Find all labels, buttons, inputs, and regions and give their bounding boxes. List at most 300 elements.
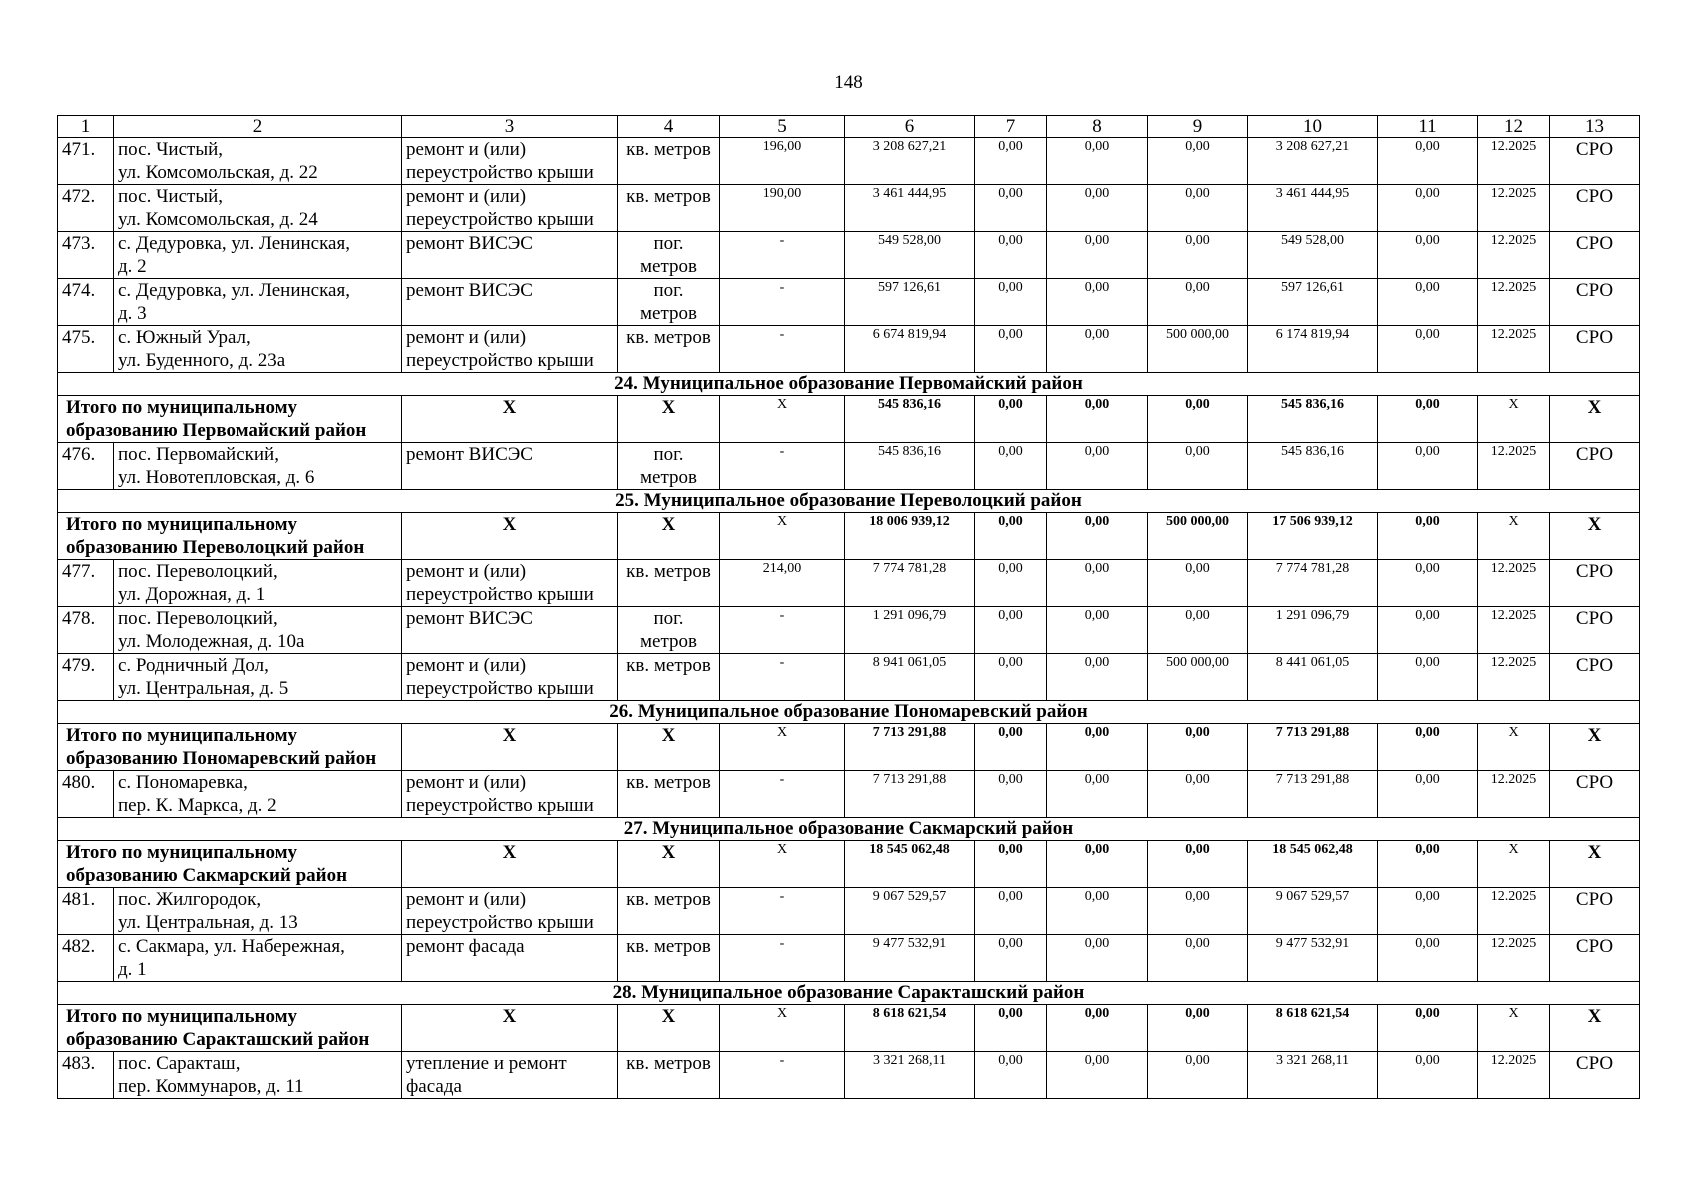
address-cell — [114, 935, 402, 982]
cell-col-5: 214,00 — [720, 560, 845, 607]
address-cell — [114, 185, 402, 232]
row-number: 476. — [58, 443, 114, 490]
cell-col-11: 0,00 — [1378, 888, 1478, 935]
cell-col-8: 0,00 — [1047, 724, 1148, 771]
cell-col-7: 0,00 — [975, 724, 1047, 771]
column-number-cell: 13 — [1550, 116, 1640, 138]
subtotal-label — [58, 513, 402, 560]
cell-col-7: 0,00 — [975, 888, 1047, 935]
address-line: пос. Чистый, — [118, 186, 224, 207]
subtotal-label-line: Итого по муниципальному — [66, 397, 298, 418]
column-number-cell: 4 — [618, 116, 720, 138]
address-cell — [114, 138, 402, 185]
cell-col-9: 0,00 — [1148, 185, 1248, 232]
table-row — [58, 279, 1640, 326]
unit-cell — [618, 1052, 720, 1099]
cell-col-9: 0,00 — [1148, 888, 1248, 935]
cell-col-6: 3 208 627,21 — [845, 138, 975, 185]
address-line: пос. Саракташ, — [118, 1053, 241, 1074]
cell-col-10: 18 545 062,48 — [1248, 841, 1378, 888]
cell-col-5: X — [720, 1005, 845, 1052]
unit-line: кв. метров — [626, 186, 711, 207]
cell-col-7: 0,00 — [975, 279, 1047, 326]
work-type-cell — [402, 560, 618, 607]
work-type-line: ремонт ВИСЭС — [406, 280, 533, 301]
table-row — [58, 232, 1640, 279]
subtotal-label-line: Итого по муниципальному — [66, 1006, 298, 1027]
column-number-cell: 10 — [1248, 116, 1378, 138]
section-heading-row — [58, 373, 1640, 396]
cell-col-6: 7 713 291,88 — [845, 724, 975, 771]
table-row — [58, 185, 1640, 232]
subtotal-label-line: образованию Первомайский район — [66, 420, 367, 441]
cell-col-9: 0,00 — [1148, 138, 1248, 185]
contractor-cell: СРО — [1550, 935, 1640, 982]
cell-col-5: 190,00 — [720, 185, 845, 232]
contractor-cell: СРО — [1550, 607, 1640, 654]
work-type-cell — [402, 888, 618, 935]
cell-col-9: 500 000,00 — [1148, 326, 1248, 373]
cell-col-6: 7 713 291,88 — [845, 771, 975, 818]
subtotal-label-line: образованию Переволоцкий район — [66, 537, 365, 558]
unit-cell — [618, 185, 720, 232]
cell-col-8: 0,00 — [1047, 443, 1148, 490]
cell-col-3: X — [402, 396, 618, 443]
cell-col-11: 0,00 — [1378, 396, 1478, 443]
cell-col-12: 12.2025 — [1478, 279, 1550, 326]
section-title: 27. Муниципальное образование Сакмарский район — [58, 818, 1640, 841]
work-type-line: ремонт и (или) — [406, 186, 527, 207]
cell-col-5: X — [720, 724, 845, 771]
cell-col-11: 0,00 — [1378, 279, 1478, 326]
contractor-cell: СРО — [1550, 279, 1640, 326]
cell-col-7: 0,00 — [975, 326, 1047, 373]
address-line: с. Родничный Дол, — [118, 655, 269, 676]
cell-col-11: 0,00 — [1378, 771, 1478, 818]
table-row — [58, 138, 1640, 185]
unit-cell — [618, 560, 720, 607]
work-type-line: ремонт и (или) — [406, 561, 527, 582]
cell-col-10: 549 528,00 — [1248, 232, 1378, 279]
cell-col-11: 0,00 — [1378, 607, 1478, 654]
cell-col-7: 0,00 — [975, 560, 1047, 607]
cell-col-6: 7 774 781,28 — [845, 560, 975, 607]
unit-cell — [618, 654, 720, 701]
cell-col-12: X — [1478, 841, 1550, 888]
cell-col-10: 6 174 819,94 — [1248, 326, 1378, 373]
cell-col-12: X — [1478, 724, 1550, 771]
cell-col-11: 0,00 — [1378, 560, 1478, 607]
cell-col-11: 0,00 — [1378, 1052, 1478, 1099]
subtotal-row — [58, 1005, 1640, 1052]
cell-col-6: 8 941 061,05 — [845, 654, 975, 701]
work-type-cell — [402, 138, 618, 185]
section-heading-row — [58, 701, 1640, 724]
cell-col-11: 0,00 — [1378, 326, 1478, 373]
subtotal-label — [58, 724, 402, 771]
cell-col-13: X — [1550, 1005, 1640, 1052]
cell-col-7: 0,00 — [975, 138, 1047, 185]
section-title: 28. Муниципальное образование Саракташский район — [58, 982, 1640, 1005]
contractor-cell: СРО — [1550, 771, 1640, 818]
unit-cell — [618, 935, 720, 982]
address-line: пос. Переволоцкий, — [118, 608, 278, 629]
cell-col-8: 0,00 — [1047, 560, 1148, 607]
work-type-cell — [402, 185, 618, 232]
cell-col-5: - — [720, 654, 845, 701]
column-number-header-row — [58, 116, 1640, 138]
cell-col-3: X — [402, 724, 618, 771]
subtotal-row — [58, 724, 1640, 771]
cell-col-4: X — [618, 841, 720, 888]
unit-cell — [618, 279, 720, 326]
cell-col-6: 9 477 532,91 — [845, 935, 975, 982]
address-line: ул. Центральная, д. 13 — [118, 912, 298, 933]
address-line: д. 2 — [118, 256, 147, 277]
cell-col-5: 196,00 — [720, 138, 845, 185]
subtotal-row — [58, 513, 1640, 560]
work-type-line: ремонт и (или) — [406, 772, 527, 793]
cell-col-10: 597 126,61 — [1248, 279, 1378, 326]
work-type-cell — [402, 232, 618, 279]
cell-col-12: 12.2025 — [1478, 185, 1550, 232]
cell-col-5: - — [720, 1052, 845, 1099]
address-line: ул. Комсомольская, д. 22 — [118, 162, 318, 183]
work-type-line: ремонт ВИСЭС — [406, 233, 533, 254]
address-line: пос. Первомайский, — [118, 444, 279, 465]
row-number: 482. — [58, 935, 114, 982]
work-type-line: переустройство крыши — [406, 162, 594, 183]
cell-col-7: 0,00 — [975, 232, 1047, 279]
address-cell — [114, 607, 402, 654]
cell-col-4: X — [618, 724, 720, 771]
cell-col-8: 0,00 — [1047, 841, 1148, 888]
address-cell — [114, 279, 402, 326]
cell-col-12: 12.2025 — [1478, 138, 1550, 185]
cell-col-7: 0,00 — [975, 607, 1047, 654]
cell-col-12: 12.2025 — [1478, 232, 1550, 279]
work-type-cell — [402, 326, 618, 373]
address-line: ул. Молодежная, д. 10а — [118, 631, 305, 652]
work-type-line: переустройство крыши — [406, 584, 594, 605]
cell-col-7: 0,00 — [975, 513, 1047, 560]
cell-col-10: 3 208 627,21 — [1248, 138, 1378, 185]
address-line: пос. Переволоцкий, — [118, 561, 278, 582]
cell-col-10: 17 506 939,12 — [1248, 513, 1378, 560]
cell-col-12: 12.2025 — [1478, 771, 1550, 818]
cell-col-10: 3 461 444,95 — [1248, 185, 1378, 232]
column-number-cell: 8 — [1047, 116, 1148, 138]
table-row — [58, 935, 1640, 982]
address-line: с. Пономаревка, — [118, 772, 248, 793]
table-row — [58, 326, 1640, 373]
work-type-line: ремонт и (или) — [406, 327, 527, 348]
cell-col-11: 0,00 — [1378, 1005, 1478, 1052]
table-row — [58, 1052, 1640, 1099]
contractor-cell: СРО — [1550, 138, 1640, 185]
work-type-cell — [402, 607, 618, 654]
address-cell — [114, 1052, 402, 1099]
work-type-line: фасада — [406, 1076, 462, 1097]
work-type-line: переустройство крыши — [406, 350, 594, 371]
cell-col-8: 0,00 — [1047, 1005, 1148, 1052]
table-row — [58, 443, 1640, 490]
cell-col-6: 18 006 939,12 — [845, 513, 975, 560]
unit-line: кв. метров — [626, 655, 711, 676]
cell-col-3: X — [402, 513, 618, 560]
cell-col-6: 1 291 096,79 — [845, 607, 975, 654]
cell-col-5: - — [720, 935, 845, 982]
address-cell — [114, 771, 402, 818]
cell-col-5: X — [720, 513, 845, 560]
row-number: 479. — [58, 654, 114, 701]
unit-line: пог. — [653, 233, 684, 254]
unit-line: кв. метров — [626, 561, 711, 582]
table-row — [58, 560, 1640, 607]
cell-col-11: 0,00 — [1378, 443, 1478, 490]
column-number-cell: 2 — [114, 116, 402, 138]
cell-col-4: X — [618, 1005, 720, 1052]
table-row — [58, 607, 1640, 654]
contractor-cell: СРО — [1550, 654, 1640, 701]
unit-line: кв. метров — [626, 139, 711, 160]
cell-col-10: 8 618 621,54 — [1248, 1005, 1378, 1052]
row-number: 471. — [58, 138, 114, 185]
unit-line: кв. метров — [626, 1053, 711, 1074]
work-type-line: переустройство крыши — [406, 678, 594, 699]
cell-col-10: 9 477 532,91 — [1248, 935, 1378, 982]
work-type-line: ремонт и (или) — [406, 139, 527, 160]
subtotal-label — [58, 841, 402, 888]
cell-col-8: 0,00 — [1047, 1052, 1148, 1099]
row-number: 478. — [58, 607, 114, 654]
address-cell — [114, 232, 402, 279]
cell-col-5: - — [720, 326, 845, 373]
unit-line: пог. — [653, 608, 684, 629]
row-number: 475. — [58, 326, 114, 373]
cell-col-13: X — [1550, 724, 1640, 771]
address-line: д. 3 — [118, 303, 147, 324]
work-type-line: ремонт фасада — [406, 936, 525, 957]
cell-col-4: X — [618, 513, 720, 560]
page-number: 148 — [834, 72, 863, 93]
cell-col-6: 8 618 621,54 — [845, 1005, 975, 1052]
row-number: 473. — [58, 232, 114, 279]
address-line: пос. Жилгородок, — [118, 889, 262, 910]
cell-col-12: X — [1478, 396, 1550, 443]
unit-line: метров — [640, 631, 697, 652]
cell-col-9: 0,00 — [1148, 396, 1248, 443]
unit-line: кв. метров — [626, 889, 711, 910]
column-number-cell: 12 — [1478, 116, 1550, 138]
cell-col-10: 9 067 529,57 — [1248, 888, 1378, 935]
address-line: ул. Новотепловская, д. 6 — [118, 467, 315, 488]
cell-col-11: 0,00 — [1378, 513, 1478, 560]
row-number: 474. — [58, 279, 114, 326]
unit-cell — [618, 888, 720, 935]
unit-cell — [618, 607, 720, 654]
cell-col-7: 0,00 — [975, 841, 1047, 888]
column-number-cell: 6 — [845, 116, 975, 138]
cell-col-5: - — [720, 888, 845, 935]
cell-col-12: 12.2025 — [1478, 935, 1550, 982]
work-type-line: переустройство крыши — [406, 209, 594, 230]
unit-cell — [618, 443, 720, 490]
cell-col-5: X — [720, 841, 845, 888]
cell-col-11: 0,00 — [1378, 724, 1478, 771]
contractor-cell: СРО — [1550, 1052, 1640, 1099]
cell-col-7: 0,00 — [975, 654, 1047, 701]
cell-col-8: 0,00 — [1047, 513, 1148, 560]
cell-col-10: 545 836,16 — [1248, 443, 1378, 490]
cell-col-10: 7 713 291,88 — [1248, 771, 1378, 818]
address-line: пос. Чистый, — [118, 139, 224, 160]
work-type-line: переустройство крыши — [406, 795, 594, 816]
cell-col-6: 6 674 819,94 — [845, 326, 975, 373]
subtotal-label — [58, 1005, 402, 1052]
cell-col-8: 0,00 — [1047, 232, 1148, 279]
unit-line: пог. — [653, 280, 684, 301]
row-number: 472. — [58, 185, 114, 232]
work-type-cell — [402, 279, 618, 326]
cell-col-9: 0,00 — [1148, 279, 1248, 326]
cell-col-7: 0,00 — [975, 771, 1047, 818]
work-type-line: переустройство крыши — [406, 912, 594, 933]
contractor-cell: СРО — [1550, 185, 1640, 232]
cell-col-5: - — [720, 443, 845, 490]
row-number: 480. — [58, 771, 114, 818]
cell-col-8: 0,00 — [1047, 888, 1148, 935]
table-row — [58, 888, 1640, 935]
work-type-line: ремонт ВИСЭС — [406, 444, 533, 465]
contractor-cell: СРО — [1550, 888, 1640, 935]
cell-col-3: X — [402, 841, 618, 888]
cell-col-10: 3 321 268,11 — [1248, 1052, 1378, 1099]
subtotal-label — [58, 396, 402, 443]
address-cell — [114, 326, 402, 373]
column-number-cell: 7 — [975, 116, 1047, 138]
cell-col-10: 1 291 096,79 — [1248, 607, 1378, 654]
unit-line: кв. метров — [626, 772, 711, 793]
cell-col-12: 12.2025 — [1478, 607, 1550, 654]
cell-col-6: 9 067 529,57 — [845, 888, 975, 935]
unit-line: кв. метров — [626, 936, 711, 957]
contractor-cell: СРО — [1550, 326, 1640, 373]
unit-cell — [618, 138, 720, 185]
contractor-cell: СРО — [1550, 443, 1640, 490]
work-type-cell — [402, 1052, 618, 1099]
address-line: с. Южный Урал, — [118, 327, 251, 348]
cell-col-11: 0,00 — [1378, 232, 1478, 279]
cell-col-12: 12.2025 — [1478, 654, 1550, 701]
cell-col-12: X — [1478, 513, 1550, 560]
row-number: 483. — [58, 1052, 114, 1099]
unit-line: пог. — [653, 444, 684, 465]
subtotal-label-line: Итого по муниципальному — [66, 842, 298, 863]
cell-col-8: 0,00 — [1047, 279, 1148, 326]
cell-col-10: 7 774 781,28 — [1248, 560, 1378, 607]
cell-col-13: X — [1550, 841, 1640, 888]
work-type-line: ремонт и (или) — [406, 889, 527, 910]
cell-col-6: 597 126,61 — [845, 279, 975, 326]
unit-cell — [618, 326, 720, 373]
cell-col-9: 0,00 — [1148, 1052, 1248, 1099]
address-line: ул. Центральная, д. 5 — [118, 678, 289, 699]
cell-col-7: 0,00 — [975, 935, 1047, 982]
work-type-line: ремонт и (или) — [406, 655, 527, 676]
cell-col-7: 0,00 — [975, 1052, 1047, 1099]
address-line: с. Сакмара, ул. Набережная, — [118, 936, 345, 957]
cell-col-13: X — [1550, 396, 1640, 443]
address-line: ул. Дорожная, д. 1 — [118, 584, 266, 605]
cell-col-6: 18 545 062,48 — [845, 841, 975, 888]
cell-col-8: 0,00 — [1047, 771, 1148, 818]
cell-col-11: 0,00 — [1378, 654, 1478, 701]
capital-repair-register-table — [57, 115, 1640, 1099]
cell-col-13: X — [1550, 513, 1640, 560]
cell-col-9: 0,00 — [1148, 443, 1248, 490]
cell-col-5: - — [720, 607, 845, 654]
cell-col-11: 0,00 — [1378, 185, 1478, 232]
cell-col-6: 3 461 444,95 — [845, 185, 975, 232]
section-heading-row — [58, 982, 1640, 1005]
cell-col-12: X — [1478, 1005, 1550, 1052]
subtotal-label-line: образованию Пономаревский район — [66, 748, 377, 769]
cell-col-9: 0,00 — [1148, 232, 1248, 279]
section-title: 25. Муниципальное образование Переволоцкий район — [58, 490, 1640, 513]
section-title: 26. Муниципальное образование Пономаревский район — [58, 701, 1640, 724]
unit-line: кв. метров — [626, 327, 711, 348]
column-number-cell: 3 — [402, 116, 618, 138]
section-heading-row — [58, 490, 1640, 513]
cell-col-12: 12.2025 — [1478, 443, 1550, 490]
address-line: пер. Коммунаров, д. 11 — [118, 1076, 304, 1097]
unit-cell — [618, 232, 720, 279]
cell-col-8: 0,00 — [1047, 326, 1148, 373]
row-number: 481. — [58, 888, 114, 935]
column-number-cell: 5 — [720, 116, 845, 138]
column-number-cell: 1 — [58, 116, 114, 138]
subtotal-row — [58, 396, 1640, 443]
cell-col-8: 0,00 — [1047, 935, 1148, 982]
cell-col-5: - — [720, 771, 845, 818]
section-heading-row — [58, 818, 1640, 841]
subtotal-label-line: образованию Саракташский район — [66, 1029, 370, 1050]
cell-col-5: - — [720, 232, 845, 279]
cell-col-7: 0,00 — [975, 1005, 1047, 1052]
subtotal-row — [58, 841, 1640, 888]
cell-col-9: 0,00 — [1148, 724, 1248, 771]
cell-col-7: 0,00 — [975, 185, 1047, 232]
cell-col-9: 0,00 — [1148, 771, 1248, 818]
cell-col-5: X — [720, 396, 845, 443]
cell-col-11: 0,00 — [1378, 138, 1478, 185]
cell-col-12: 12.2025 — [1478, 560, 1550, 607]
subtotal-label-line: Итого по муниципальному — [66, 725, 298, 746]
work-type-line: ремонт ВИСЭС — [406, 608, 533, 629]
work-type-cell — [402, 654, 618, 701]
address-line: ул. Комсомольская, д. 24 — [118, 209, 318, 230]
work-type-cell — [402, 935, 618, 982]
cell-col-7: 0,00 — [975, 396, 1047, 443]
cell-col-9: 0,00 — [1148, 607, 1248, 654]
column-number-cell: 9 — [1148, 116, 1248, 138]
cell-col-12: 12.2025 — [1478, 1052, 1550, 1099]
cell-col-9: 0,00 — [1148, 935, 1248, 982]
unit-cell — [618, 771, 720, 818]
cell-col-9: 500 000,00 — [1148, 654, 1248, 701]
section-title: 24. Муниципальное образование Первомайский район — [58, 373, 1640, 396]
